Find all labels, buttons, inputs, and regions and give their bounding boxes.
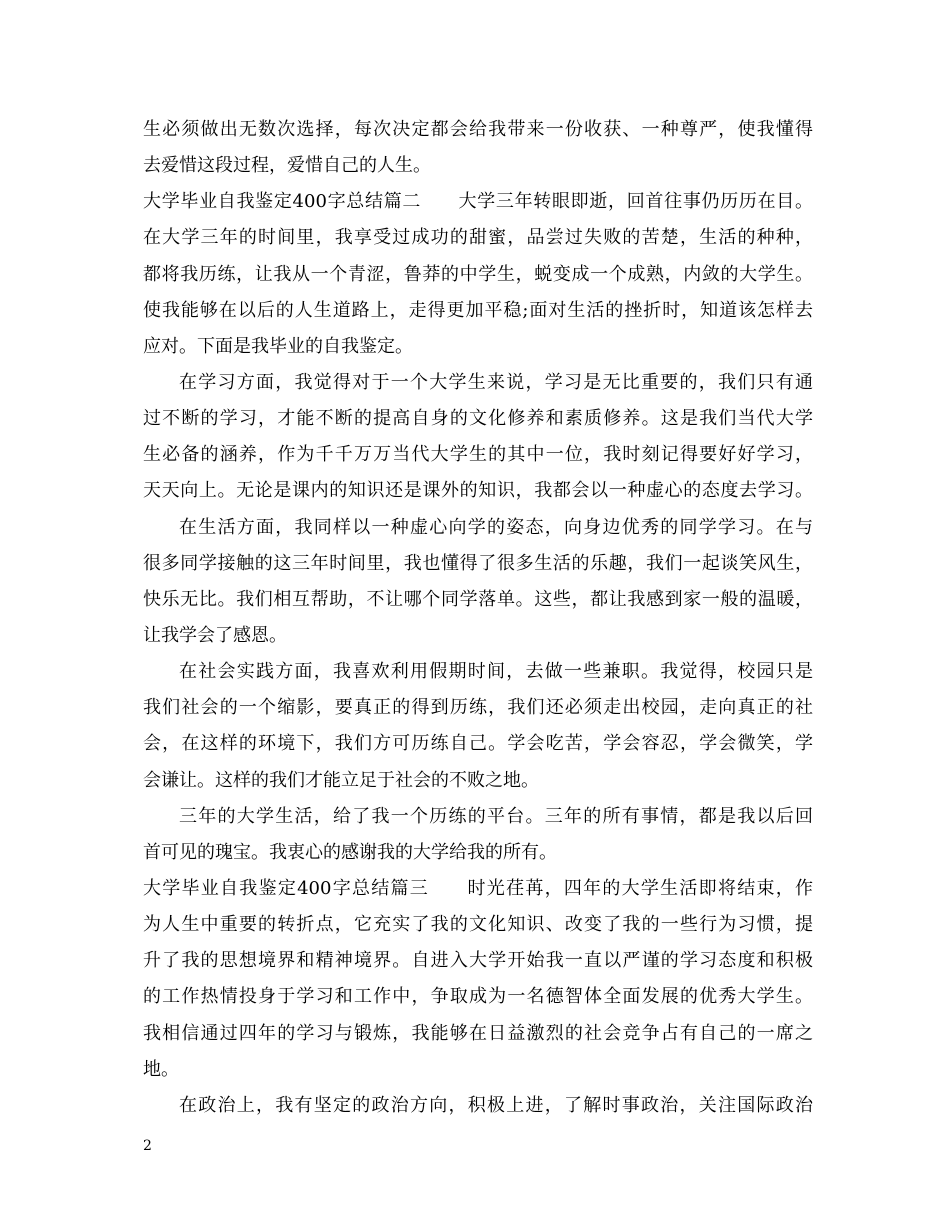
text-line: 会，在这样的环境下，我们方可历练自己。学会吃苦，学会容忍，学会微笑，学 <box>143 733 813 755</box>
text-line: 大学毕业自我鉴定400字总结篇三 时光荏苒，四年的大学生活即将结束，作 <box>143 877 813 899</box>
text-line: 都将我历练，让我从一个青涩，鲁莽的中学生，蜕变成一个成熟，内敛的大学生。 <box>143 263 813 285</box>
text-line: 天天向上。无论是课内的知识还是课外的知识，我都会以一种虚心的态度去学习。 <box>143 480 813 502</box>
text-line: 我相信通过四年的学习与锻炼，我能够在日益激烈的社会竞争占有自己的一席之 <box>143 1022 813 1044</box>
text-line: 大学毕业自我鉴定400字总结篇二 大学三年转眼即逝，回首往事仍历历在目。 <box>143 191 813 213</box>
text-line: 让我学会了感恩。 <box>143 624 287 646</box>
text-line: 使我能够在以后的人生道路上，走得更加平稳;面对生活的挫折时，知道该怎样去 <box>143 299 813 321</box>
document-body <box>143 112 813 1124</box>
text-line: 首可见的瑰宝。我衷心的感谢我的大学给我的所有。 <box>143 841 557 863</box>
text-line: 在学习方面，我觉得对于一个大学生来说，学习是无比重要的，我们只有通 <box>179 371 813 393</box>
text-line: 应对。下面是我毕业的自我鉴定。 <box>143 335 413 357</box>
text-line: 去爱惜这段过程，爱惜自己的人生。 <box>143 155 431 177</box>
text-line: 在大学三年的时间里，我享受过成功的甜蜜，品尝过失败的苦楚，生活的种种， <box>143 227 813 249</box>
text-line: 在生活方面，我同样以一种虚心向学的姿态，向身边优秀的同学学习。在与 <box>179 516 813 538</box>
text-line: 会谦让。这样的我们才能立足于社会的不败之地。 <box>143 769 539 791</box>
text-line: 为人生中重要的转折点，它充实了我的文化知识、改变了我的一些行为习惯，提 <box>143 914 813 936</box>
text-line: 生必备的涵养，作为千千万万当代大学生的其中一位，我时刻记得要好好学习， <box>143 444 813 466</box>
text-line: 在社会实践方面，我喜欢利用假期时间，去做一些兼职。我觉得，校园只是 <box>179 661 813 683</box>
text-line: 地。 <box>143 1058 179 1080</box>
text-line: 快乐无比。我们相互帮助，不让哪个同学落单。这些，都让我感到家一般的温暖， <box>143 588 813 610</box>
text-line: 我们社会的一个缩影，要真正的得到历练，我们还必须走出校园，走向真正的社 <box>143 697 813 719</box>
text-line: 三年的大学生活，给了我一个历练的平台。三年的所有事情，都是我以后回 <box>179 805 813 827</box>
text-line: 在政治上，我有坚定的政治方向，积极上进，了解时事政治，关注国际政治 <box>179 1094 813 1116</box>
text-line: 很多同学接触的这三年时间里，我也懂得了很多生活的乐趣，我们一起谈笑风生， <box>143 552 813 574</box>
text-line: 的工作热情投身于学习和工作中，争取成为一名德智体全面发展的优秀大学生。 <box>143 986 813 1008</box>
text-line: 升了我的思想境界和精神境界。自进入大学开始我一直以严谨的学习态度和积极 <box>143 950 813 972</box>
text-line: 过不断的学习，才能不断的提高自身的文化修养和素质修养。这是我们当代大学 <box>143 408 813 430</box>
page-number: 2 <box>143 1138 152 1154</box>
text-line: 生必须做出无数次选择，每次决定都会给我带来一份收获、一种尊严，使我懂得 <box>143 119 813 140</box>
